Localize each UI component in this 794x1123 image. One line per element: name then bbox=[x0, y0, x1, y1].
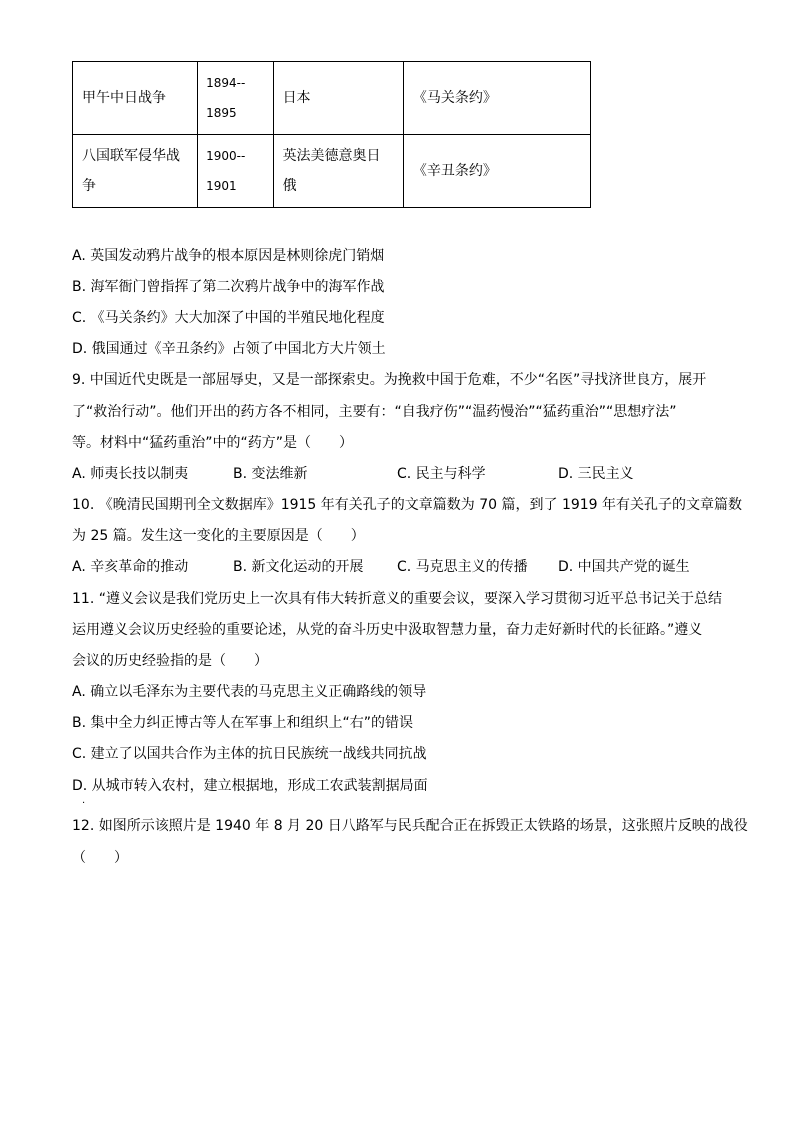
q8-option-c: C. 《马关条约》大大加深了中国的半殖民地化程度 bbox=[72, 310, 385, 326]
war-treaty-table bbox=[72, 61, 591, 208]
q11-stem-line: 运用遵义会议历史经验的重要论述，从党的奋斗历史中汲取智慧力量，奋力走好新时代的长征路。”遵义 bbox=[72, 622, 703, 638]
q9-option-b: B. 变法维新 bbox=[233, 466, 308, 482]
q10-stem-line: 10. 《晚清民国期刊全文数据库》1915 年有关孔子的文章篇数为 70 篇，到了 1919 年有关孔子的文章篇数 bbox=[72, 497, 743, 513]
table-cell-years: 1894-- 1895 bbox=[198, 62, 273, 135]
table-cell-war: 八国联军侵华战 争 bbox=[73, 135, 198, 208]
q8-option-a: A. 英国发动鸦片战争的根本原因是林则徐虎门销烟 bbox=[72, 248, 385, 264]
q11-stem-line: 会议的历史经验指的是（ ） bbox=[72, 653, 268, 669]
q9-stem-line: 了“救治行动”。他们开出的药方各不相同，主要有：“自我疗伤”“温药慢治”“猛药重治”“思想疗法” bbox=[72, 404, 677, 420]
table-row bbox=[73, 62, 591, 135]
q11-option-d: D. 从城市转入农村，建立根据地，形成工农武装割据局面 bbox=[72, 778, 428, 794]
q10-option-b: B. 新文化运动的开展 bbox=[233, 559, 364, 575]
table-cell-treaty: 《马关条约》 bbox=[403, 62, 590, 135]
stray-dot: · bbox=[82, 798, 86, 809]
q11-option-a: A. 确立以毛泽东为主要代表的马克思主义正确路线的领导 bbox=[72, 684, 427, 700]
q11-option-b: B. 集中全力纠正博古等人在军事上和组织上“右”的错误 bbox=[72, 715, 414, 731]
q9-stem-line: 9. 中国近代史既是一部屈辱史，又是一部探索史。为挽救中国于危难，不少“名医”寻找济世良方，展开 bbox=[72, 372, 707, 388]
table-cell-country: 英法美德意奥日 俄 bbox=[273, 135, 403, 208]
table-cell-country: 日本 bbox=[273, 62, 403, 135]
q8-option-d: D. 俄国通过《辛丑条约》占领了中国北方大片领土 bbox=[72, 341, 386, 357]
q9-option-d: D. 三民主义 bbox=[558, 466, 634, 482]
q10-option-d: D. 中国共产党的诞生 bbox=[558, 559, 690, 575]
q10-stem-line: 为 25 篇。发生这一变化的主要原因是（ ） bbox=[72, 528, 365, 544]
q11-option-c: C. 建立了以国共合作为主体的抗日民族统一战线共同抗战 bbox=[72, 746, 427, 762]
q11-stem-line: 11. “遵义会议是我们党历史上一次具有伟大转折意义的重要会议，要深入学习贯彻习近平总书记关于总结 bbox=[72, 591, 722, 607]
q10-option-a: A. 辛亥革命的推动 bbox=[72, 559, 189, 575]
table-cell-years: 1900-- 1901 bbox=[198, 135, 273, 208]
table-row bbox=[73, 135, 591, 208]
table-cell-war: 甲午中日战争 bbox=[73, 62, 198, 135]
q8-option-b: B. 海军衙门曾指挥了第二次鸦片战争中的海军作战 bbox=[72, 279, 385, 295]
q9-stem-line: 等。材料中“猛药重治”中的“药方”是（ ） bbox=[72, 435, 354, 451]
q12-stem-line: 12. 如图所示该照片是 1940 年 8 月 20 日八路军与民兵配合正在拆毁正太铁路的场景，这张照片反映的战役 bbox=[72, 818, 748, 834]
q9-option-c: C. 民主与科学 bbox=[397, 466, 486, 482]
q9-option-a: A. 师夷长技以制夷 bbox=[72, 466, 189, 482]
q12-stem-line: （ ） bbox=[72, 850, 128, 866]
table-cell-treaty: 《辛丑条约》 bbox=[403, 135, 590, 208]
q10-option-c: C. 马克思主义的传播 bbox=[397, 559, 528, 575]
